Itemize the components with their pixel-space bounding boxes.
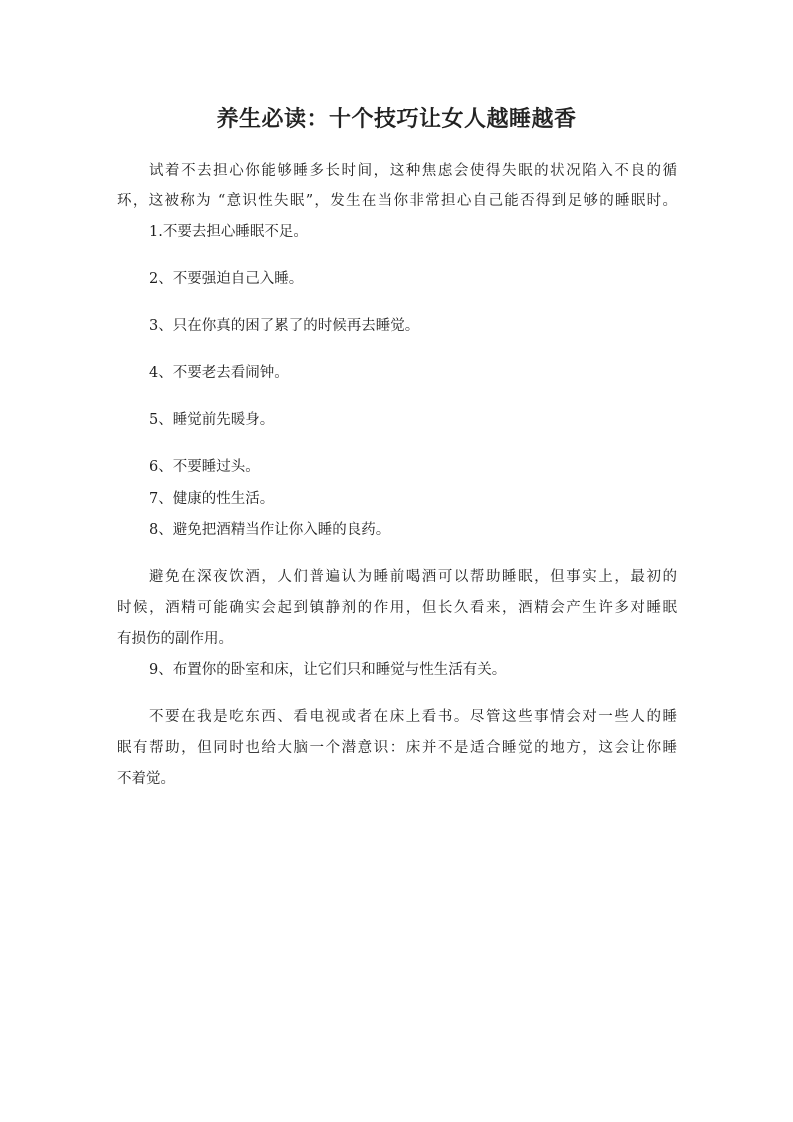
tip-item-8: 8、避免把酒精当作让你入睡的良药。 [149,522,391,538]
bedroom-paragraph-line: 眠有帮助，但同时也给大脑一个潜意识：床并不是适合睡觉的地方，这会让你睡 [117,740,677,756]
intro-paragraph-line: 试着不去担心你能够睡多长时间，这种焦虑会使得失眠的状况陷入不良的循 [149,163,677,179]
intro-paragraph-line: 环，这被称为 “意识性失眠”，发生在当你非常担心自己能否得到足够的睡眠时。 [117,193,677,209]
tip-item-3: 3、只在你真的困了累了的时候再去睡觉。 [149,318,420,334]
alcohol-paragraph-line: 有损伤的副作用。 [117,631,233,647]
bedroom-paragraph-line: 不着觉。 [117,771,175,787]
bedroom-paragraph-line: 不要在我是吃东西、看电视或者在床上看书。尽管这些事情会对一些人的睡 [149,709,677,725]
page-title: 养生必读：十个技巧让女人越睡越香 [216,107,577,132]
tip-item-9: 9、布置你的卧室和床，让它们只和睡觉与性生活有关。 [149,662,507,678]
alcohol-paragraph-line: 时候，酒精可能确实会起到镇静剂的作用，但长久看来，酒精会产生许多对睡眠 [117,600,677,616]
tip-item-6: 6、不要睡过头。 [149,459,260,475]
tip-item-7: 7、健康的性生活。 [149,491,275,507]
tip-item-2: 2、不要强迫自己入睡。 [149,271,304,287]
tip-item-4: 4、不要老去看闹钟。 [149,365,289,381]
alcohol-paragraph-line: 避免在深夜饮酒，人们普遍认为睡前喝酒可以帮助睡眠，但事实上，最初的 [149,569,677,585]
tip-item-5: 5、睡觉前先暖身。 [149,412,275,428]
tip-item-1: 1.不要去担心睡眠不足。 [149,224,308,240]
